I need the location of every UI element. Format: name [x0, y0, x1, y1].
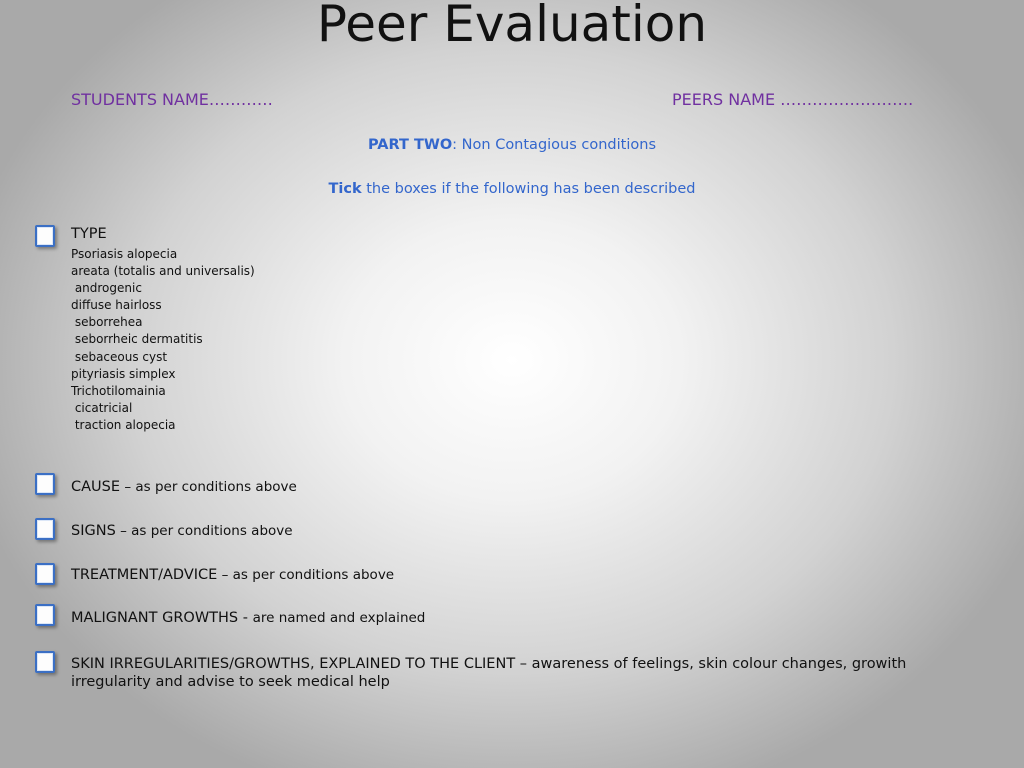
malignant-detail: are named and explained [252, 610, 426, 626]
malignant-checkbox[interactable] [35, 604, 55, 626]
instruction-rest: the boxes if the following has been described [361, 181, 696, 197]
type-list-item: diffuse hairloss [71, 298, 162, 313]
part-two-text: Non Contagious conditions [461, 137, 656, 153]
type-checkbox[interactable] [35, 225, 55, 247]
treatment-checkbox[interactable] [35, 563, 55, 585]
type-list-item: Psoriasis alopecia [71, 247, 178, 261]
treatment-label: TREATMENT/ADVICE [71, 567, 218, 583]
skin-item: SKIN IRREGULARITIES/GROWTHS, EXPLAINED TO THE CLIENT – awareness of feelings, skin colour changes, growith irregularity and advise to seek medical help [71, 656, 907, 690]
cause-item [71, 479, 297, 495]
part-two-separator: : [452, 137, 462, 153]
signs-checkbox[interactable] [35, 518, 55, 540]
malignant-label: MALIGNANT GROWTHS - [71, 610, 253, 626]
treatment-detail: – as per conditions above [217, 567, 395, 583]
cause-label: CAUSE [71, 479, 121, 495]
part-two-label: PART TWO [367, 137, 453, 153]
students-name-field: STUDENTS NAME………… [71, 90, 273, 109]
cause-detail: – as per conditions above [120, 479, 297, 495]
peers-name-field: PEERS NAME ……………………. [672, 90, 914, 109]
type-list-item: pityriasis simplex [71, 366, 176, 381]
type-list-item: Trichotilomainia [71, 383, 166, 398]
signs-item [71, 523, 293, 539]
malignant-item [71, 610, 425, 626]
type-list-item: seborrheic dermatitis [71, 332, 203, 347]
type-list-item: traction alopecia [71, 417, 176, 432]
signs-label: SIGNS [71, 523, 116, 539]
part-two-heading [0, 137, 1024, 153]
treatment-item [71, 567, 394, 583]
page-title: Peer Evaluation [316, 0, 708, 53]
skin-checkbox[interactable] [35, 651, 55, 673]
type-list-item: sebaceous cyst [71, 349, 168, 364]
cause-checkbox[interactable] [35, 473, 55, 495]
type-list [71, 246, 255, 434]
type-list-item: areata (totalis and universalis) [71, 264, 255, 279]
instruction-bold: Tick [328, 181, 362, 197]
signs-detail: – as per conditions above [115, 523, 293, 539]
type-list-item: cicatricial [71, 400, 133, 415]
type-list-item: seborrehea [71, 315, 143, 330]
type-heading: TYPE [71, 226, 107, 242]
type-list-item: androgenic [71, 281, 142, 296]
instruction-line [0, 181, 1024, 197]
